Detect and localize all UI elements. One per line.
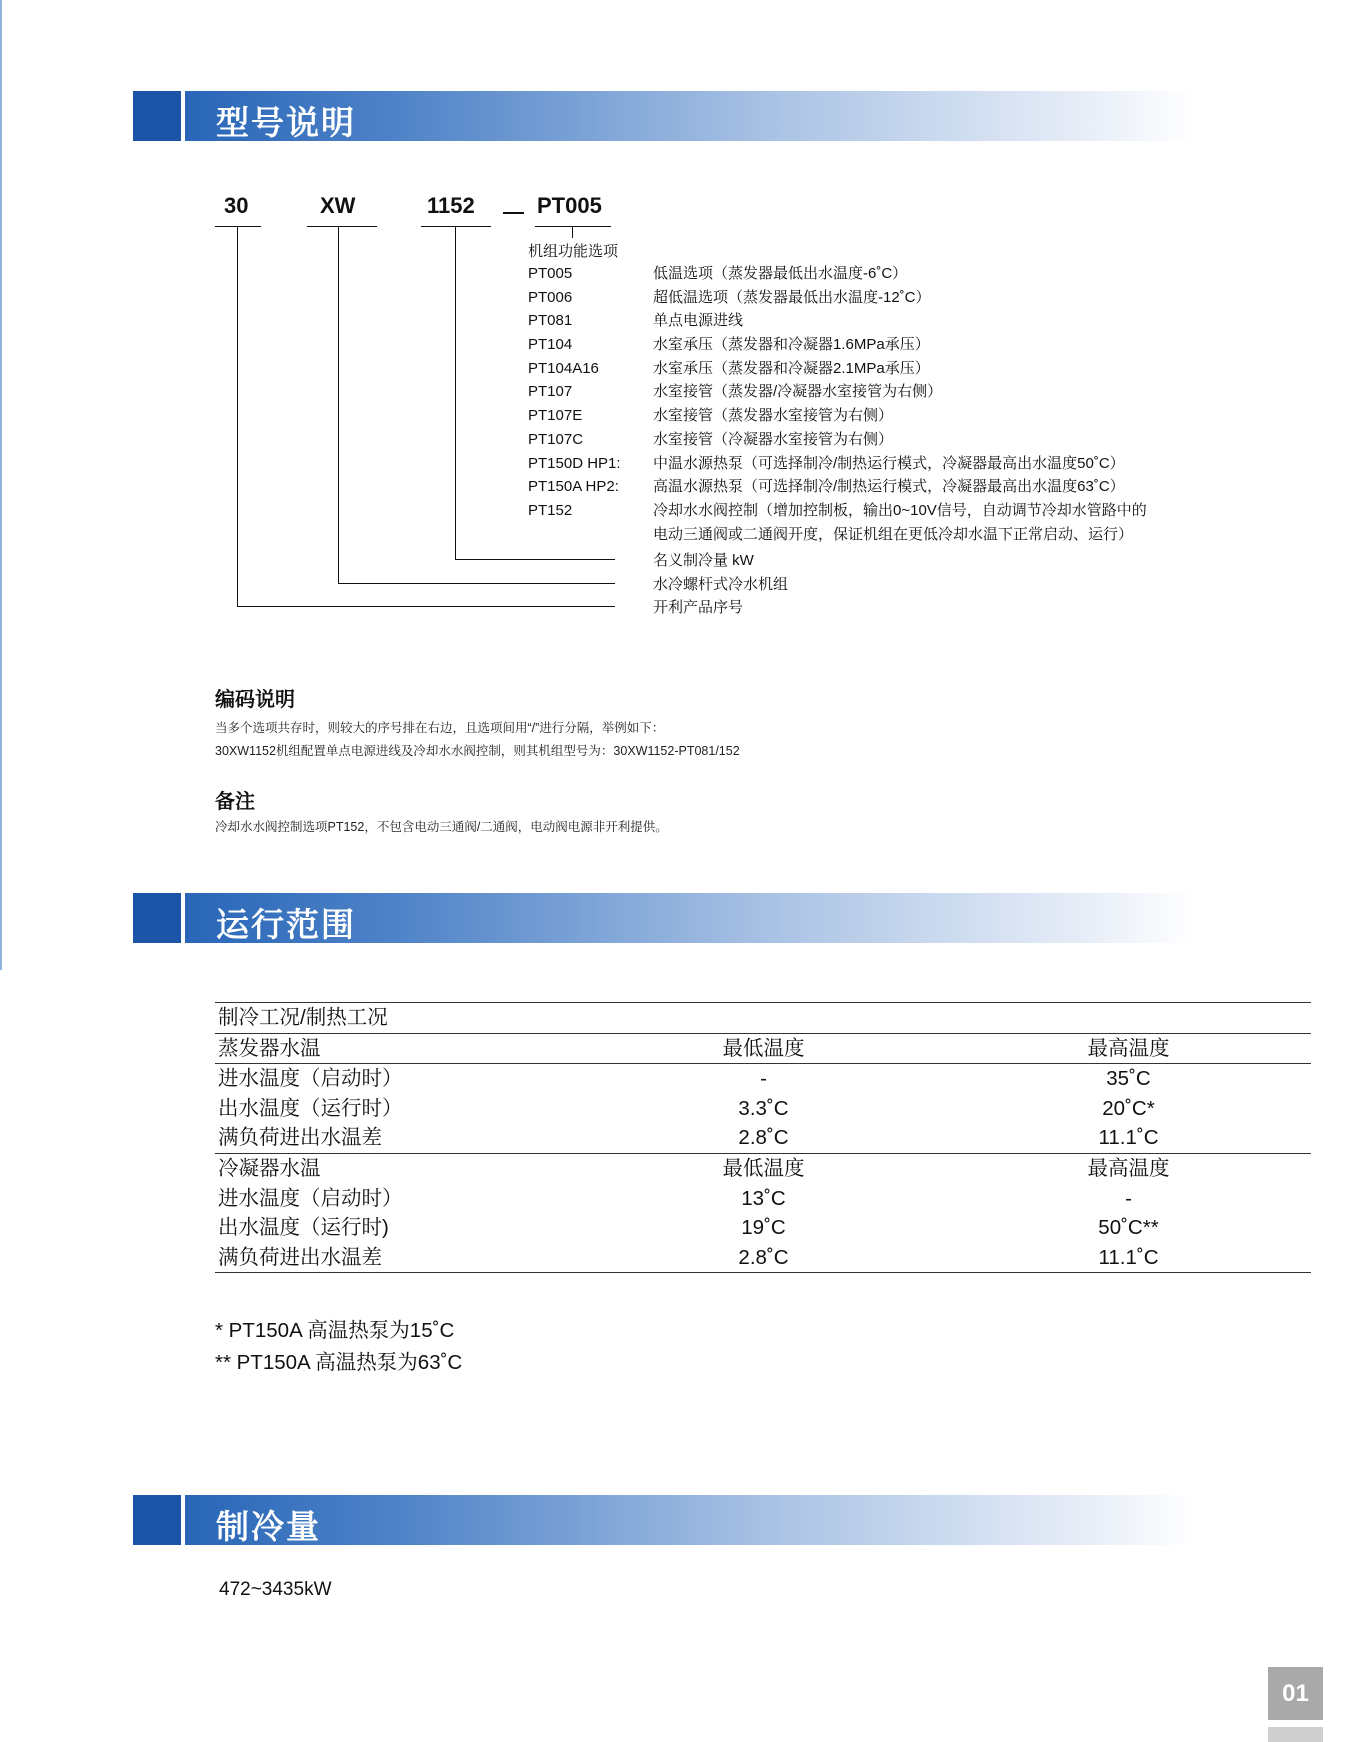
option-code: PT107C bbox=[528, 430, 584, 448]
cell-min: 2.8˚C bbox=[738, 1126, 789, 1150]
cell-min: 13˚C bbox=[741, 1186, 786, 1210]
option-desc: 水室接管（蒸发器水室接管为右侧） bbox=[653, 407, 894, 425]
group-label-condenser: 冷凝器水温 bbox=[215, 1153, 581, 1183]
table-row bbox=[215, 1003, 1311, 1034]
table-row bbox=[215, 1213, 1311, 1243]
option-code: PT107 bbox=[528, 383, 573, 401]
section-bar-range bbox=[133, 893, 1195, 943]
option-code: PT006 bbox=[528, 288, 573, 306]
option-code: PT150A HP2: bbox=[528, 478, 619, 496]
option-code: PT150D HP1: bbox=[528, 454, 621, 472]
remark-heading: 备注 bbox=[215, 791, 255, 813]
coding-heading: 编码说明 bbox=[215, 689, 295, 711]
cell-max: 11.1˚C bbox=[1098, 1126, 1159, 1150]
cell-min: 3.3˚C bbox=[738, 1096, 789, 1120]
option-desc: 超低温选项（蒸发器最低出水温度-12˚C） bbox=[653, 288, 931, 306]
section-bar-capacity bbox=[133, 1495, 1195, 1545]
row-label: 满负荷进出水温差 bbox=[215, 1243, 581, 1273]
table-row bbox=[215, 1153, 1311, 1183]
leader-series bbox=[237, 226, 238, 606]
option-desc: 水室承压（蒸发器和冷凝器2.1MPa承压） bbox=[653, 359, 930, 377]
group-label-evaporator: 蒸发器水温 bbox=[215, 1033, 581, 1064]
option-code: PT104 bbox=[528, 336, 573, 354]
option-bracket-stem bbox=[572, 226, 573, 238]
section-bar-block bbox=[133, 91, 181, 141]
option-desc: 冷却水水阀控制（增加控制板，输出0~10V信号，自动调节冷却水管路中的 bbox=[653, 501, 1147, 519]
option-code: PT104A16 bbox=[528, 359, 599, 377]
page-tab bbox=[1268, 1727, 1323, 1742]
table-row bbox=[215, 1094, 1311, 1124]
cell-min: 19˚C bbox=[741, 1216, 786, 1240]
row-label: 出水温度（运行时） bbox=[218, 1096, 403, 1120]
footnote-1: * PT150A 高温热泵为15˚C bbox=[215, 1319, 455, 1342]
option-desc: 水室接管（冷凝器水室接管为右侧） bbox=[653, 430, 894, 448]
operating-range-table bbox=[215, 1002, 1311, 1273]
section-title-range: 运行范围 bbox=[216, 906, 356, 943]
table-row bbox=[215, 1033, 1311, 1064]
code-part-series: 30 bbox=[224, 193, 249, 218]
table-row bbox=[215, 1123, 1311, 1153]
coding-line-1: 当多个选项共存时，则较大的序号排在右边，且选项间用“/”进行分隔，举例如下： bbox=[215, 721, 665, 735]
option-code: PT005 bbox=[528, 265, 573, 282]
option-code: PT081 bbox=[528, 312, 573, 330]
option-desc: 电动三通阀或二通阀开度，保证机组在更低冷却水温下正常启动、运行） bbox=[653, 525, 1134, 543]
option-bracket bbox=[535, 226, 611, 227]
option-desc: 低温选项（蒸发器最低出水温度-6˚C） bbox=[653, 265, 908, 282]
row-label: 进水温度（启动时） bbox=[218, 1186, 403, 1210]
code-part-capacity: 1152 bbox=[427, 193, 475, 218]
page-number: 01 bbox=[1268, 1667, 1323, 1720]
cell-max: 35˚C bbox=[946, 1064, 1311, 1094]
option-code: PT107E bbox=[528, 407, 583, 425]
coding-line-2: 30XW1152机组配置单点电源进线及冷却水水阀控制，则其机组型号为：30XW1152-PT081/152 bbox=[215, 744, 740, 758]
cell-min: 2.8˚C bbox=[581, 1243, 946, 1273]
option-desc: 单点电源进线 bbox=[653, 312, 744, 330]
row-label: 进水温度（启动时） bbox=[215, 1064, 581, 1094]
underline-capacity bbox=[421, 226, 491, 227]
table-title: 制冷工况/制热工况 bbox=[215, 1003, 1311, 1034]
option-desc: 高温水源热泵（可选择制冷/制热运行模式，冷凝器最高出水温度63˚C） bbox=[653, 478, 1125, 496]
option-desc: 中温水源热泵（可选择制冷/制热运行模式，冷凝器最高出水温度50˚C） bbox=[653, 454, 1125, 472]
underline-series bbox=[215, 226, 261, 227]
row-label: 满负荷进出水温差 bbox=[218, 1126, 382, 1150]
cell-max: 20˚C* bbox=[1102, 1096, 1155, 1120]
cell-max: - bbox=[1125, 1186, 1132, 1210]
cell-min: - bbox=[581, 1064, 946, 1094]
legend-capacity: 名义制冷量 kW bbox=[653, 552, 754, 569]
table-row bbox=[215, 1184, 1311, 1214]
option-desc: 水室接管（蒸发器/冷凝器水室接管为右侧） bbox=[653, 383, 943, 401]
column-header-max: 最高温度 bbox=[946, 1153, 1311, 1183]
section-title-model: 型号说明 bbox=[216, 104, 356, 141]
code-separator-dash bbox=[503, 212, 524, 214]
column-header-min: 最低温度 bbox=[581, 1033, 946, 1064]
capacity-value: 472~3435kW bbox=[219, 1579, 332, 1600]
column-header-min: 最低温度 bbox=[581, 1153, 946, 1183]
underline-type bbox=[307, 226, 377, 227]
options-header: 机组功能选项 bbox=[528, 243, 619, 260]
page-edge-line bbox=[0, 0, 2, 970]
leader-type bbox=[338, 226, 339, 583]
legend-type: 水冷螺杆式冷水机组 bbox=[653, 576, 789, 593]
cell-max: 50˚C** bbox=[1098, 1216, 1159, 1240]
option-code: PT152 bbox=[528, 501, 573, 519]
remark-line-1: 冷却水水阀控制选项PT152，不包含电动三通阀/二通阀，电动阀电源非开利提供。 bbox=[215, 820, 668, 834]
cell-max: 11.1˚C bbox=[946, 1243, 1311, 1273]
section-title-capacity: 制冷量 bbox=[216, 1508, 321, 1545]
code-part-type: XW bbox=[320, 193, 356, 218]
table-row bbox=[215, 1064, 1311, 1094]
row-label: 出水温度（运行时) bbox=[218, 1216, 389, 1240]
legend-series: 开利产品序号 bbox=[653, 599, 744, 616]
option-desc: 水室承压（蒸发器和冷凝器1.6MPa承压） bbox=[653, 336, 930, 354]
leader-capacity bbox=[455, 226, 456, 559]
table-row bbox=[215, 1243, 1311, 1273]
column-header-max: 最高温度 bbox=[946, 1033, 1311, 1064]
code-part-option: PT005 bbox=[537, 193, 602, 218]
section-bar-model bbox=[133, 91, 1195, 141]
footnote-2: ** PT150A 高温热泵为63˚C bbox=[215, 1351, 463, 1374]
